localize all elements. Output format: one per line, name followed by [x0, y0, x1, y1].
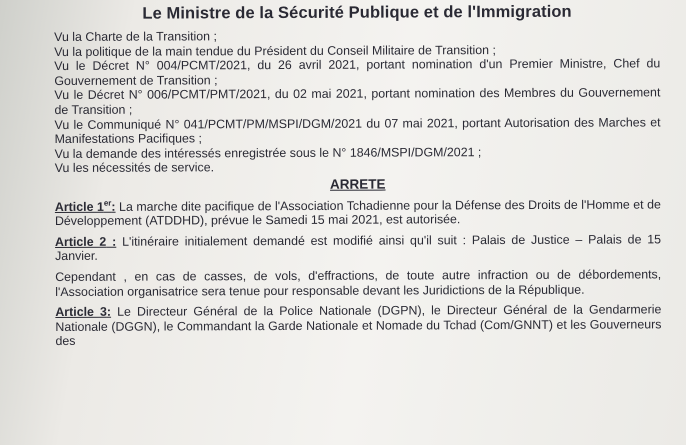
article-1-label-text: Article 1 — [54, 199, 104, 214]
article-1-text: La marche dite pacifique de l'Association Tchadienne pour la Défense des Droits de l'Homme et de Développement (ATDDHD), prévue le Samedi 15 mai 2021, est autorisée. — [54, 197, 661, 229]
article-3-label — [55, 305, 111, 319]
vu-line: Vu la demande des intéressés enregistrée sous le N° 1846/MSPI/DGM/2021 ; — [54, 144, 482, 161]
vu-line: Vu la Charte de la Transition ; — [54, 29, 217, 44]
article-1 — [55, 194, 661, 229]
article-3-label-suffix: : — [106, 304, 112, 319]
article-2-text: L'itinéraire initialement demandé est modifié ainsi qu'il suit : Palais de Justice – Palais de 15 Janvier. — [55, 232, 662, 264]
vu-line: Vu la politique de la main tendue du Président du Conseil Militaire de Transition ; — [54, 42, 496, 59]
document-body — [54, 1, 662, 355]
article-2-label — [55, 235, 116, 249]
arrete-heading: ARRETE — [329, 176, 386, 192]
article-2-label-suffix: : — [106, 234, 117, 249]
article-3-label-text: Article 3 — [55, 304, 107, 320]
vu-line: Vu les nécessités de service. — [54, 160, 215, 176]
article-2 — [55, 232, 661, 264]
vu-line: Vu le Communiqué N° 041/PCMT/PM/MSPI/DGM/2021 du 07 mai 2021, portant Autorisation des Marches et Manifestations Pacifiques ; — [54, 114, 661, 147]
document-title: Le Ministre de la Sécurité Publique et de l'Immigration — [142, 2, 572, 23]
article-1-label-sup: er — [103, 198, 112, 208]
article-3 — [55, 303, 661, 349]
article-1-label-suffix: : — [111, 199, 116, 214]
article-2-label-text: Article 2 — [55, 234, 107, 249]
cependant-paragraph: Cependant , en cas de casses, de vols, d'effractions, de toute autre infraction ou de débordements, l'Association organisatrice sera tenue pour responsable devant les Juridictions de la République. — [55, 267, 662, 299]
article-3-text: Le Directeur Général de la Police Nationale (DGPN), le Directeur Général de la Gendarmerie Nationale (DGGN), le Commandant la Garde Nationale et Nomade du Tchad (Com/GNNT) et les Gouverneurs des — [55, 302, 662, 349]
vu-line: Vu le Décret N° 006/PCMT/PMT/2021, du 02 mai 2021, portant nomination des Membres du Gouvernement de Transition ; — [54, 85, 661, 117]
article-1-label — [55, 199, 116, 213]
vu-line: Vu le Décret N° 004/PCMT/2021, du 26 avril 2021, portant nomination d'un Premier Ministre, Chef du Gouvernement de Transition ; — [54, 56, 661, 88]
